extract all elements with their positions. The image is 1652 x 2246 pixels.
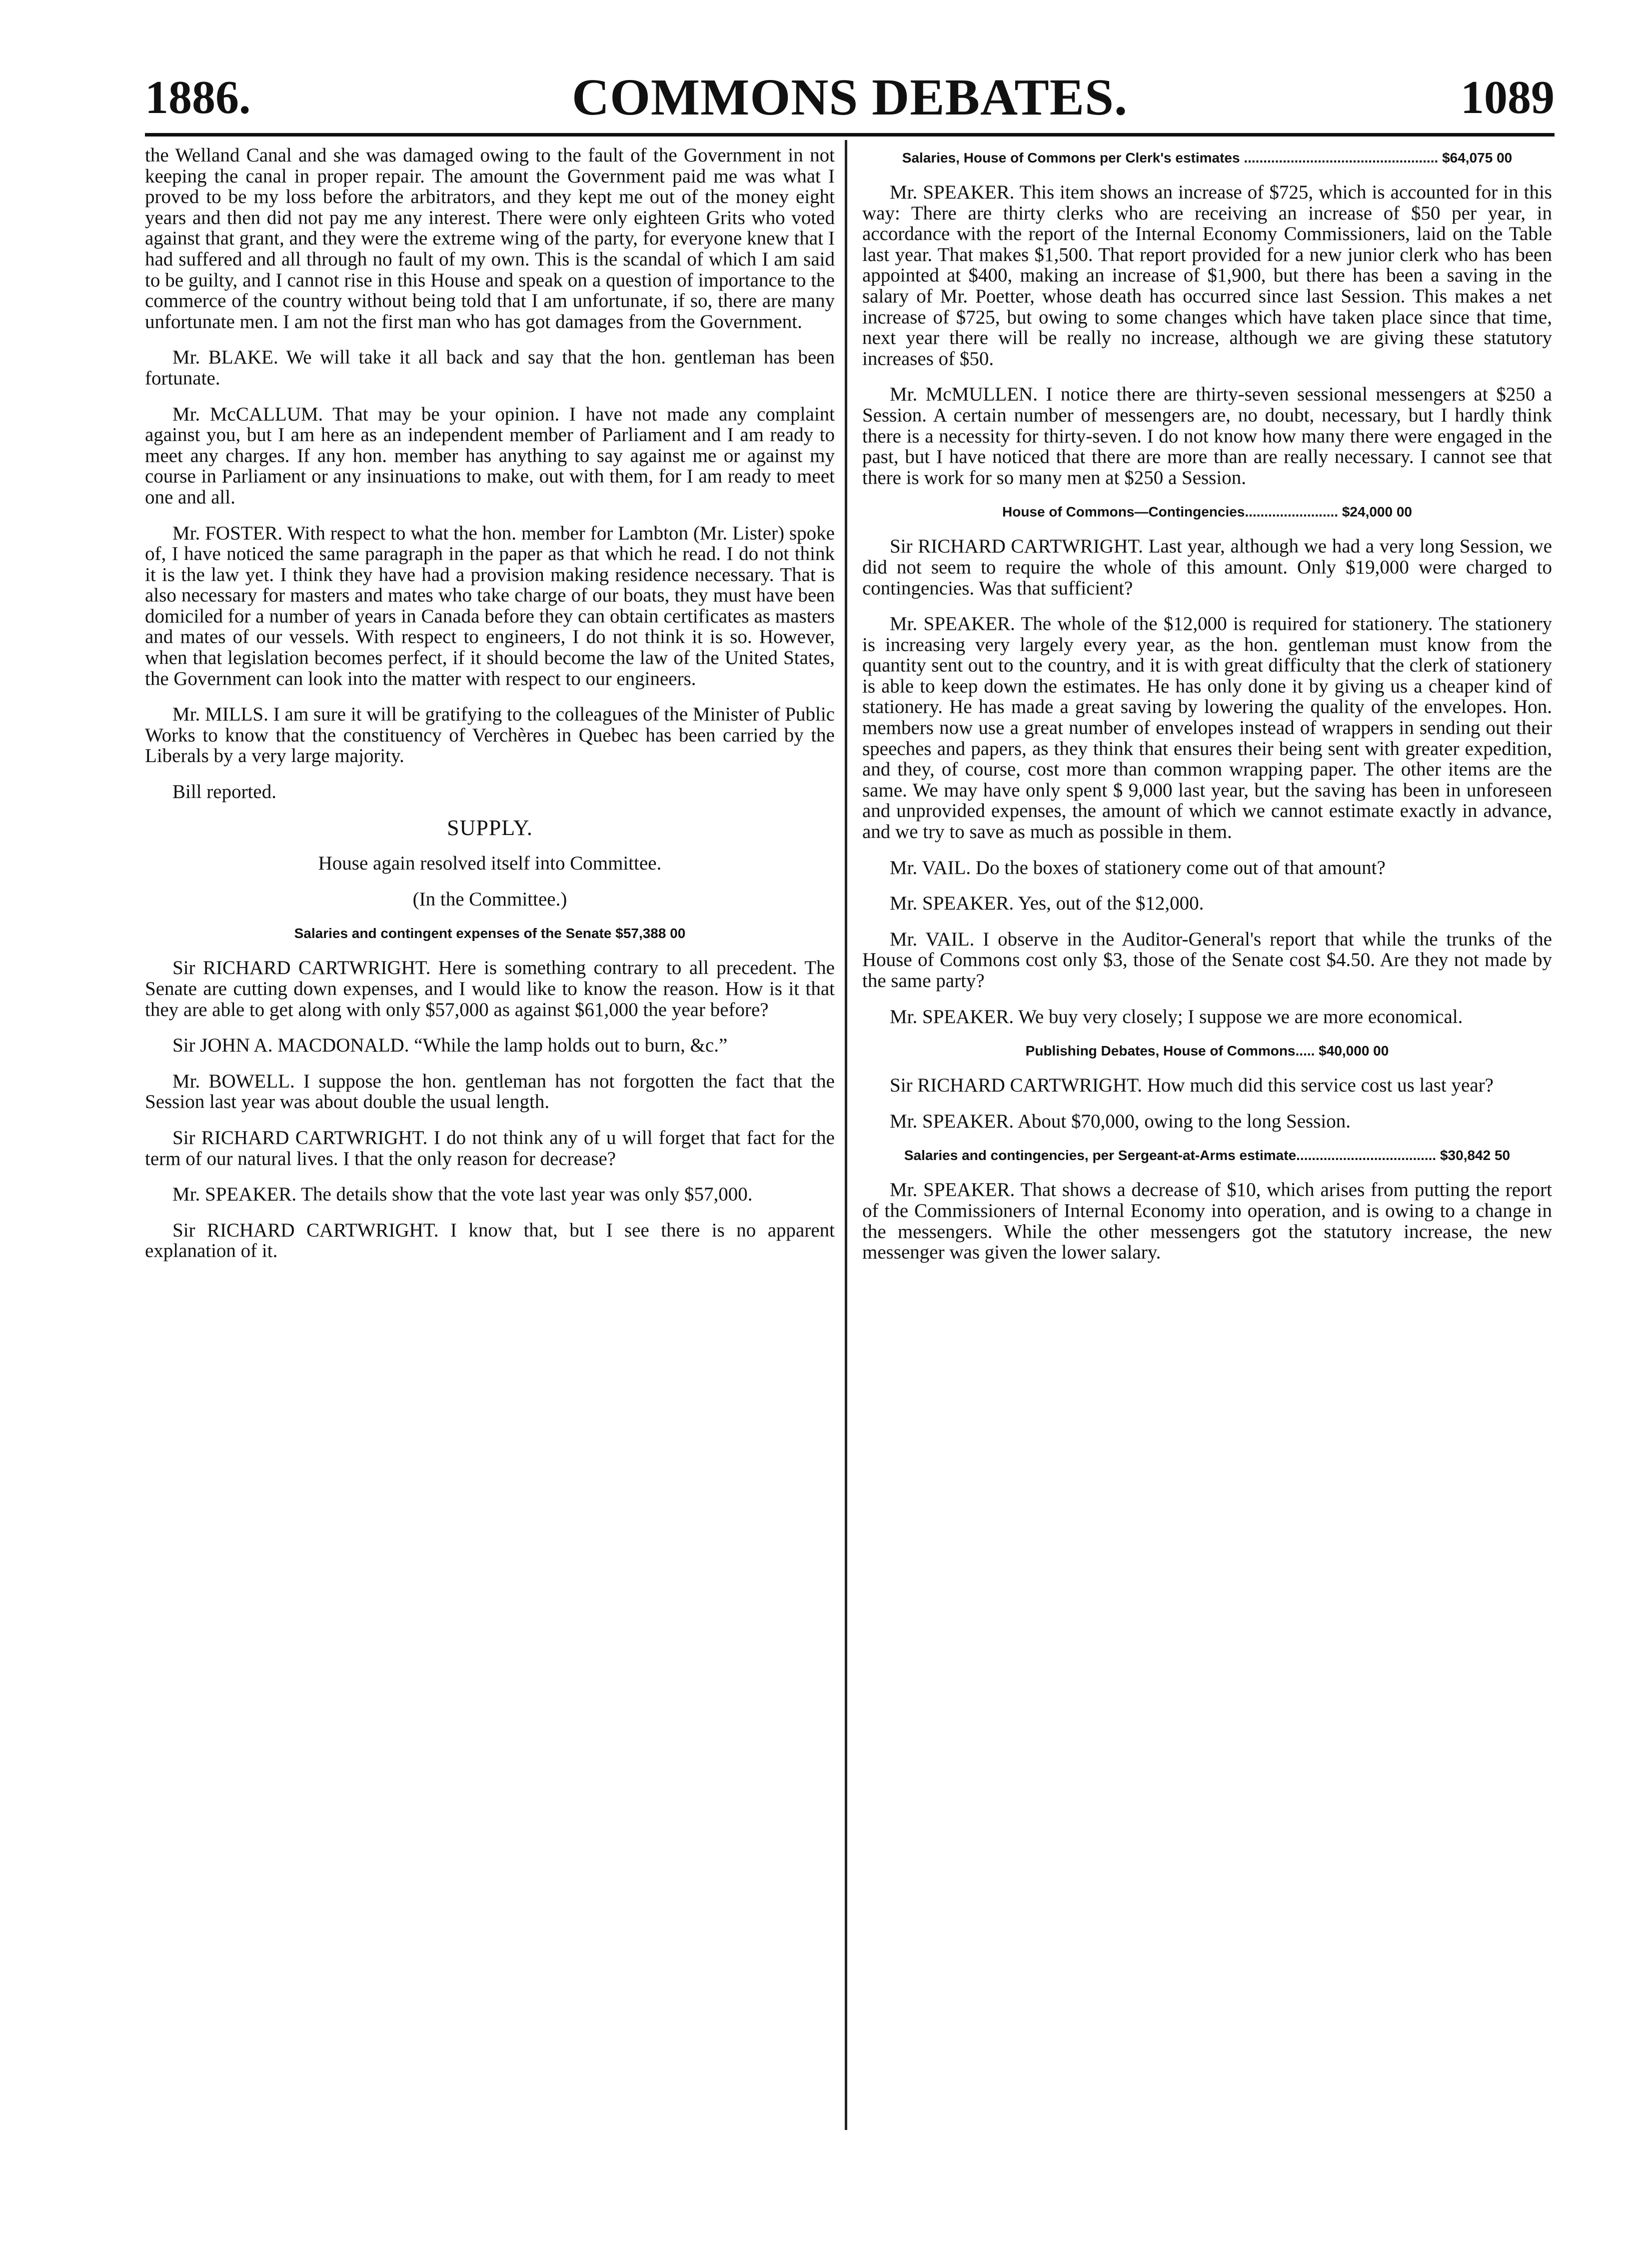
paragraph: Mr. SPEAKER. This item shows an increase of $725, which is accounted for in this way: There are thirty clerks who are receiving an increase of $50 per year, in accordance with the report of the Internal Economy Commissioners, laid on the Table last year. That makes $1,500. That report provided for a new junior clerk who has been appointed at $400, making an increase of $1,900, but there has been a saving in the salary of Mr. Poetter, whose death has occurred since last Session. This makes a net increase of $725, but owing to some changes which have taken place since that time, next year there will be really no increase, although we are giving these statutory increases of $50. (862, 182, 1552, 370)
paragraph: Mr. McMULLEN. I notice there are thirty-seven sessional messengers at $250 a Session. A certain number of messengers are, no doubt, necessary, but I hardly think there is a necessity for thirty-seven. I do not know how many there were engaged in the past, but I have noticed that there are more than are really necessary. I cannot see that there is work for so many men at $250 a Session. (862, 384, 1552, 488)
estimate-item: Salaries and contingencies, per Sergeant-at-Arms estimate.................................... $30,842 50 (904, 1148, 1511, 1164)
paragraph: Mr. McCALLUM. That may be your opinion. I have not made any complaint against you, but I am here as an independent member of Parliament and I am ready to meet any charges. If any hon. member has anything to say against me or against my course in Parliament or any insinuations to make, out with them, for I am ready to meet one and all. (145, 403, 835, 508)
estimate-item: Salaries, House of Commons per Clerk's estimates .................................................. $64,075 00 (902, 150, 1513, 166)
paragraph: Mr. MILLS. I am sure it will be gratifying to the colleagues of the Minister of Public Works to know that the constituency of Verchères in Quebec has been carried by the Liberals by a very large majority. (145, 704, 835, 767)
paragraph: Mr. SPEAKER. About $70,000, owing to the long Session. (890, 1110, 1351, 1132)
paragraph: Sir RICHARD CARTWRIGHT. Here is something contrary to all precedent. The Senate are cutting down expenses, and I would like to know the reason. How is it that they are able to get along with only $57,000 as against $61,000 the year before? (145, 957, 835, 1020)
column-divider (845, 140, 847, 2130)
right-column (862, 145, 1552, 1278)
paragraph: Sir RICHARD CARTWRIGHT. How much did this service cost us last year? (890, 1074, 1494, 1096)
estimate-item: Publishing Debates, House of Commons..... $40,000 00 (1025, 1043, 1389, 1059)
section-heading: SUPPLY. (447, 815, 533, 840)
paragraph: the Welland Canal and she was damaged owing to the fault of the Government in not keeping the canal in proper repair. The amount the Government paid me was what I proved to be my loss before the arbitrators, and they kept me out of the money eight years and then did not pay me any interest. There were only eighteen Grits who voted against that grant, and they were the extreme wing of the party, for everyone knew that I had suffered and all through no fault of my own. This is the scandal of which I am said to be guilty, and I cannot rise in this House and speak on a question of importance to the commerce of the country without being told that I am unfortunate, if so, there are many unfortunate men. I am not the first man who has got damages from the Government. (145, 144, 835, 332)
left-column (145, 145, 835, 1276)
estimate-item: Salaries and contingent expenses of the Senate $57,388 00 (294, 926, 686, 942)
header-year: 1886. (145, 72, 251, 124)
paragraph: Bill reported. (172, 781, 276, 803)
estimate-item: House of Commons—Contingencies........................ $24,000 00 (1002, 504, 1412, 520)
header-rule (145, 133, 1555, 136)
paragraph: Mr. FOSTER. With respect to what the hon. member for Lambton (Mr. Lister) spoke of, I have noticed the same paragraph in the paper as that which he read. I do not think it is the law yet. I think they have had a provision making residence necessary. That is also necessary for masters and mates who take charge of our boats, they must have been domiciled for a number of years in Canada before they can obtain certificates as masters and mates of our vessels. With respect to engineers, I do not think it is so. However, when that legislation becomes perfect, if it should become the law of the United States, the Government can look into the matter with respect to our engineers. (145, 522, 835, 690)
paragraph: Mr. SPEAKER. Yes, out of the $12,000. (890, 892, 1204, 914)
paragraph: Mr. VAIL. Do the boxes of stationery come out of that amount? (890, 856, 1386, 878)
paragraph: Sir JOHN A. MACDONALD. “While the lamp holds out to burn, &c.” (172, 1034, 728, 1056)
paragraph: Sir RICHARD CARTWRIGHT. I know that, but I see there is no apparent explanation of it. (145, 1219, 835, 1262)
paragraph: Mr. BLAKE. We will take it all back and say that the hon. gentleman has been fortunate. (145, 346, 835, 389)
header-page-number: 1089 (1461, 72, 1555, 124)
paragraph: Mr. SPEAKER. We buy very closely; I suppose we are more economical. (890, 1006, 1463, 1028)
paragraph: Mr. SPEAKER. That shows a decrease of $10, which arises from putting the report of the Commissioners of Internal Economy into operation, and is owing to a change in the messengers. While the other messengers got the statutory increase, the new messenger was given the lower salary. (862, 1179, 1552, 1264)
paragraph: Sir RICHARD CARTWRIGHT. I do not think any of u will forget that fact for the term of our natural lives. I that the only reason for decrease? (145, 1126, 835, 1170)
paragraph: Sir RICHARD CARTWRIGHT. Last year, although we had a very long Session, we did not seem to require the whole of this amount. Only $19,000 were charged to contingencies. Was that sufficient? (862, 536, 1552, 599)
paragraph: Mr. SPEAKER. The whole of the $12,000 is required for stationery. The stationery is increasing very largely every year, as the hon. gentleman must know from the quantity sent out to the country, and it is with great difficulty that the clerk of stationery is able to keep down the estimates. He has only done it by giving us a cheaper kind of stationery. He has made a great saving by lowering the quality of the envelopes. Hon. members now use a great number of envelopes instead of wrappers in sending out their speeches and papers, as they think that ensures their being sent with greater expedition, and they, of course, cost more than common wrapping paper. The other items are the same. We may have only spent $ 9,000 last year, but the saving has been in unforeseen and unprovided expenses, the amount of which we cannot estimate exactly in advance, and we try to save as much as possible in them. (862, 613, 1552, 843)
paragraph: Mr. SPEAKER. The details show that the vote last year was only $57,000. (172, 1184, 753, 1206)
document-page (145, 65, 1555, 2180)
centered-line: House again resolved itself into Committee. (318, 852, 662, 874)
header-title: COMMONS DEBATES. (572, 68, 1128, 126)
page-header (145, 65, 1555, 130)
centered-line: (In the Committee.) (412, 888, 567, 910)
paragraph: Mr. VAIL. I observe in the Auditor-General's report that while the trunks of the House of Commons cost only $3, those of the Senate cost $4.50. Are they not made by the same party? (862, 928, 1552, 992)
paragraph: Mr. BOWELL. I suppose the hon. gentleman has not forgotten the fact that the Session last year was about double the usual length. (145, 1070, 835, 1113)
